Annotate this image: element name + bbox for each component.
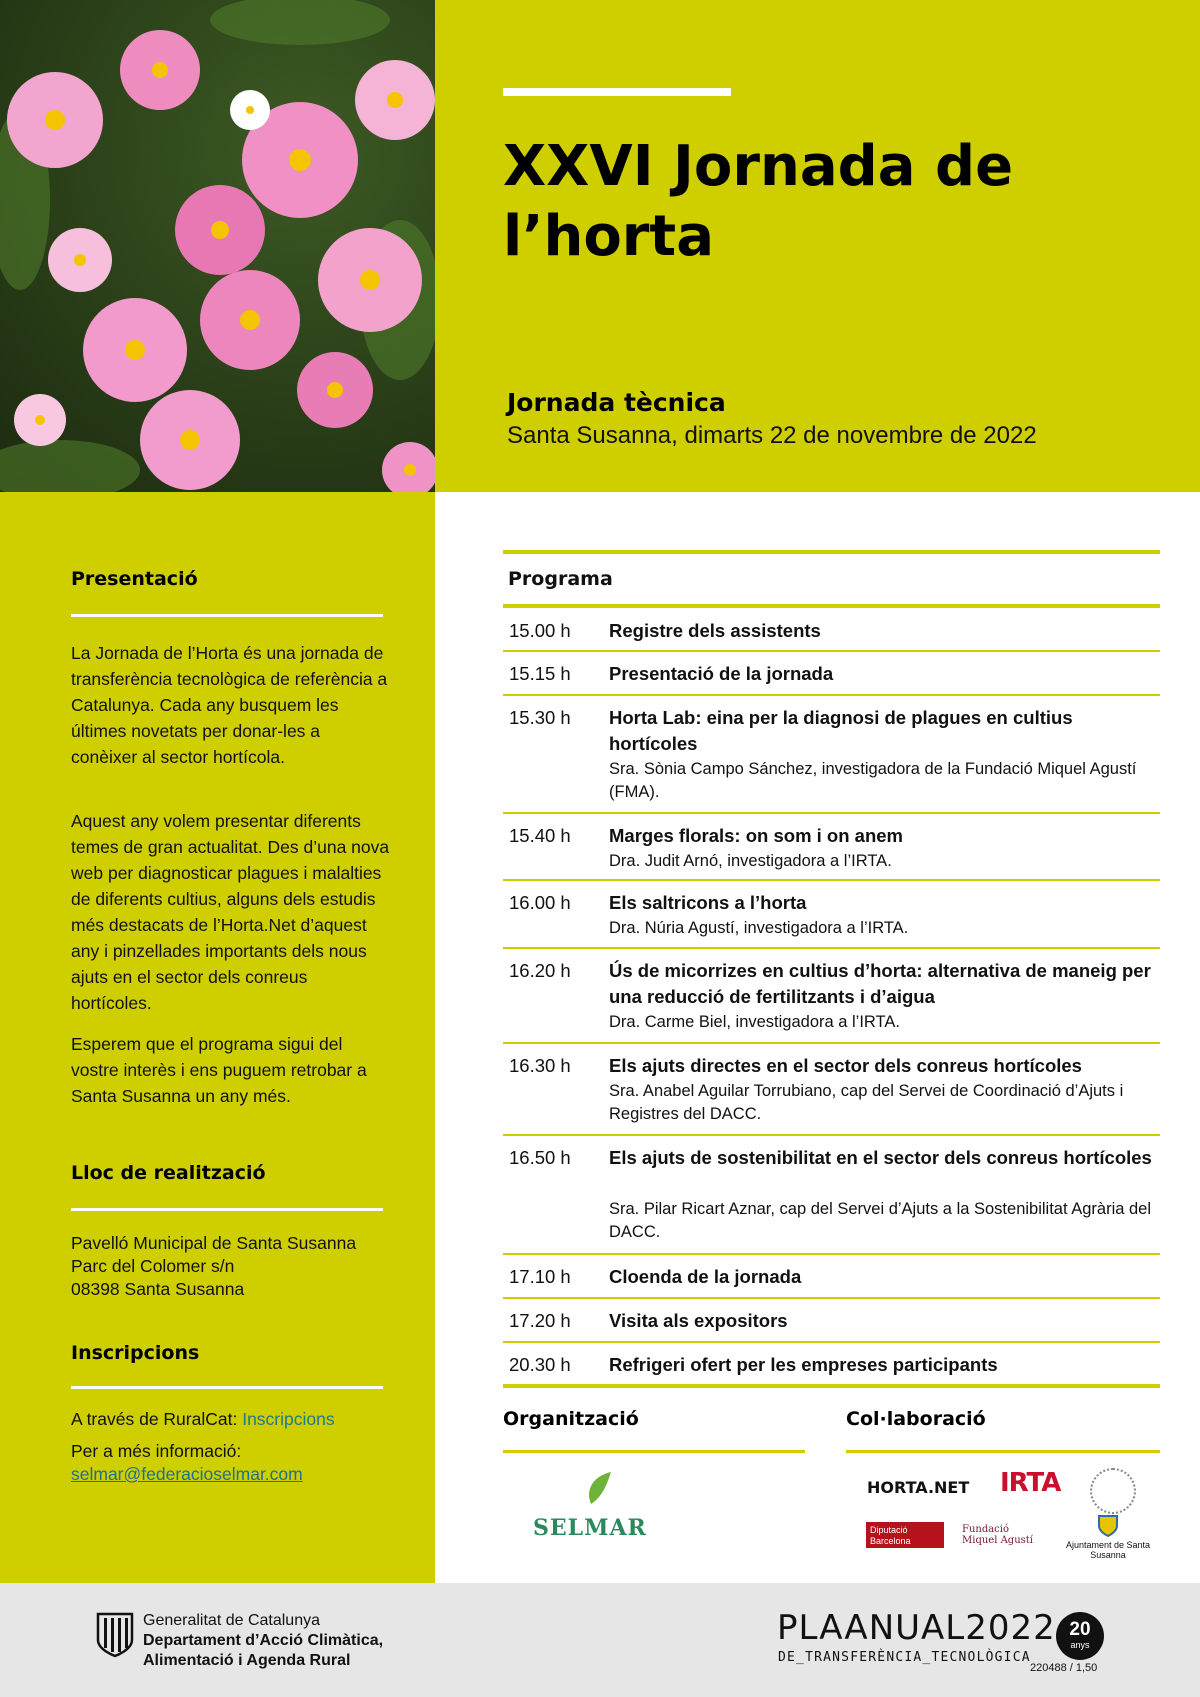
- row-divider: [503, 1134, 1160, 1136]
- plan-anual-title: PLAANUAL2022: [777, 1608, 1056, 1648]
- item-time: 20.30 h: [509, 1354, 571, 1375]
- info-block: [71, 1440, 391, 1486]
- flower-image: [0, 0, 435, 492]
- ajuntament-label: Ajuntament de Santa Susanna: [1065, 1540, 1151, 1560]
- divider: [71, 1386, 383, 1389]
- item-time: 15.40 h: [509, 825, 571, 846]
- program-heading-rule: [503, 604, 1160, 608]
- header-flower-photo: [0, 0, 435, 492]
- item-title: Horta Lab: eina per la diagnosi de plagues en cultius hortícoles: [609, 707, 1073, 754]
- generalitat-shield-icon: [96, 1612, 134, 1658]
- item-title: Marges florals: on som i on anem: [609, 825, 904, 846]
- item-title: Registre dels assistents: [609, 620, 821, 641]
- item-title: Els saltricons a l’horta: [609, 892, 807, 913]
- diputacio-logo: Diputació Barcelona: [866, 1522, 944, 1548]
- seal-logo: [1090, 1468, 1136, 1514]
- item-time: 16.30 h: [509, 1055, 571, 1076]
- row-divider: [503, 879, 1160, 881]
- collaboracio-rule: [846, 1450, 1160, 1453]
- row-divider: [503, 1253, 1160, 1255]
- row-divider: [503, 694, 1160, 696]
- item-title: Cloenda de la jornada: [609, 1266, 802, 1287]
- lloc-heading: Lloc de realització: [71, 1162, 266, 1184]
- item-time: 16.20 h: [509, 960, 571, 981]
- title-line-2: l’horta: [503, 204, 714, 269]
- address-line: 08398 Santa Susanna: [71, 1279, 245, 1299]
- item-title: Els ajuts de sostenibilitat en el sector dels conreus hortícoles: [609, 1147, 1152, 1168]
- item-speaker: Dra. Carme Biel, investigadora a l’IRTA.: [609, 1013, 900, 1031]
- presentacio-paragraph-2: Aquest any volem presentar diferents temes de gran actualitat. Des d’una nova web per diagnosticar plagues i malalties de diferents cultius, alguns dels estudis més destacats de l’Horta.Net d’aquest any i pinzellades importants dels nous ajuts en el sector dels conreus hortícoles.: [71, 811, 390, 1013]
- collaboracio-heading: Col·laboració: [846, 1408, 986, 1430]
- row-divider: [503, 1042, 1160, 1044]
- program-bottom-rule: [503, 1384, 1160, 1388]
- item-title: Ús de micorrizes en cultius d’horta: alternativa de maneig per una reducció de fertilitzants i d’aigua: [609, 960, 1151, 1007]
- organitzacio-heading: Organització: [503, 1408, 639, 1430]
- item-title: Els ajuts directes en el sector dels conreus hortícoles: [609, 1055, 1082, 1076]
- event-date: Santa Susanna, dimarts 22 de novembre de 2022: [507, 422, 1037, 449]
- title-accent-bar: [503, 88, 731, 96]
- email-link[interactable]: selmar@federacioselmar.com: [71, 1464, 303, 1484]
- generalitat-name: Generalitat de Catalunya: [143, 1612, 320, 1629]
- fundacio-miquel-agusti-logo: Fundació Miquel Agustí: [962, 1524, 1033, 1546]
- item-title: Refrigeri ofert per les empreses participants: [609, 1354, 998, 1375]
- program-top-rule: [503, 550, 1160, 554]
- info-label: Per a més informació:: [71, 1441, 242, 1461]
- presentacio-paragraph-1: La Jornada de l’Horta és una jornada de transferència tecnològica de referència a Catalunya. Cada any busquem les últimes novetats per donar-les a conèixer al sector hortícola.: [71, 643, 388, 767]
- row-divider: [503, 1341, 1160, 1343]
- program-heading: Programa: [508, 568, 613, 590]
- ajuntament-logo: [1058, 1514, 1158, 1560]
- divider: [71, 614, 383, 617]
- item-speaker: Dra. Judit Arnó, investigadora a l’IRTA.: [609, 852, 892, 870]
- row-divider: [503, 1297, 1160, 1299]
- item-time: 17.20 h: [509, 1310, 571, 1331]
- badge-label: anys: [1070, 1640, 1090, 1650]
- item-time: 15.00 h: [509, 620, 571, 641]
- selmar-wordmark: SELMAR: [533, 1515, 647, 1541]
- item-time: 15.30 h: [509, 707, 571, 728]
- row-divider: [503, 650, 1160, 652]
- item-speaker: Sra. Anabel Aguilar Torrubiano, cap del Servei de Coordinació d’Ajuts i Registres del DACC.: [609, 1082, 1124, 1123]
- irta-logo: IRTA: [1000, 1468, 1061, 1498]
- item-time: 16.00 h: [509, 892, 571, 913]
- item-time: 15.15 h: [509, 663, 571, 684]
- document-code: 220488 / 1,50: [1030, 1662, 1098, 1674]
- item-title: Visita als expositors: [609, 1310, 788, 1331]
- coat-of-arms-icon: [1097, 1514, 1119, 1538]
- department-name-1: Departament d’Acció Climàtica,: [143, 1632, 384, 1649]
- row-divider: [503, 947, 1160, 949]
- anniversary-badge: [1056, 1612, 1104, 1660]
- row-divider: [503, 812, 1160, 814]
- item-speaker: Dra. Núria Agustí, investigadora a l’IRTA.: [609, 919, 909, 937]
- inscripcions-link[interactable]: Inscripcions: [242, 1409, 335, 1429]
- plan-anual-subtitle: DE_TRANSFERÈNCIA_TECNOLÒGICA: [778, 1650, 1031, 1665]
- divider: [71, 1208, 383, 1211]
- left-sidebar: [0, 492, 435, 1583]
- address-line: Pavelló Municipal de Santa Susanna: [71, 1233, 357, 1253]
- page-title: [503, 132, 1143, 272]
- item-time: 16.50 h: [509, 1147, 571, 1168]
- organitzacio-rule: [503, 1450, 805, 1453]
- item-title: Presentació de la jornada: [609, 663, 834, 684]
- subtitle: Jornada tècnica: [507, 388, 726, 417]
- item-time: 17.10 h: [509, 1266, 571, 1287]
- badge-number: 20: [1069, 1619, 1091, 1640]
- horta-net-logo: HORTA.NET: [867, 1478, 970, 1497]
- selmar-logo: [533, 1468, 647, 1546]
- inscripcions-heading: Inscripcions: [71, 1342, 200, 1364]
- inscripcions-prefix: A través de RuralCat:: [71, 1409, 243, 1429]
- item-speaker: Sra. Pilar Ricart Aznar, cap del Servei d’Ajuts a la Sostenibilitat Agrària del DACC.: [609, 1200, 1152, 1241]
- leaf-icon: [533, 1468, 633, 1508]
- presentacio-heading: Presentació: [71, 568, 198, 590]
- presentacio-paragraph-3: Esperem que el programa sigui del vostre interès i ens puguem retrobar a Santa Susanna un any més.: [71, 1034, 367, 1106]
- inscripcions-text: [71, 1406, 391, 1432]
- generalitat-emblem: [96, 1612, 134, 1658]
- department-name-2: Alimentació i Agenda Rural: [143, 1652, 351, 1669]
- address-line: Parc del Colomer s/n: [71, 1256, 235, 1276]
- title-line-1: XXVI Jornada de: [503, 134, 1014, 199]
- item-speaker: Sra. Sònia Campo Sánchez, investigadora de la Fundació Miquel Agustí (FMA).: [609, 760, 1137, 801]
- lloc-address: [71, 1232, 391, 1301]
